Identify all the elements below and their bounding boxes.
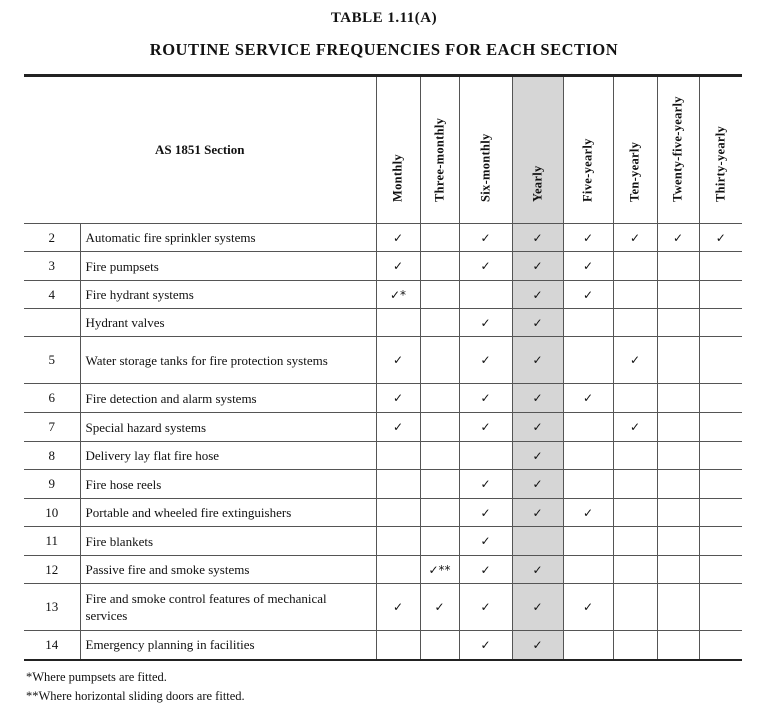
frequency-check: ✓ [512, 384, 563, 413]
frequency-check [657, 442, 699, 470]
frequency-check [699, 584, 742, 631]
frequency-check [657, 337, 699, 384]
section-number: 7 [24, 413, 80, 442]
frequency-check [613, 281, 657, 309]
frequency-check [699, 252, 742, 281]
frequency-check [613, 384, 657, 413]
section-number: 6 [24, 384, 80, 413]
frequency-check: ✓ [563, 584, 613, 631]
frequency-check [420, 527, 459, 556]
frequency-check: ✓ [376, 584, 420, 631]
table-row [24, 584, 742, 631]
section-name: Fire hydrant systems [80, 281, 376, 309]
frequency-check [699, 384, 742, 413]
section-name: Passive fire and smoke systems [80, 556, 376, 584]
frequency-check [699, 470, 742, 499]
frequency-check: ✓ [376, 224, 420, 252]
frequency-check: ✓ [459, 499, 512, 527]
frequency-check: ✓* [376, 281, 420, 309]
frequency-check: ✓ [613, 224, 657, 252]
frequency-label: Six-monthly [478, 133, 492, 202]
table-body [24, 224, 742, 660]
frequency-check: ✓ [459, 527, 512, 556]
frequency-check [613, 309, 657, 337]
section-number: 2 [24, 224, 80, 252]
frequency-check: ✓ [563, 384, 613, 413]
frequency-check [699, 337, 742, 384]
frequency-check: ✓ [459, 631, 512, 660]
frequency-check [512, 527, 563, 556]
table-row [24, 413, 742, 442]
frequency-check [420, 337, 459, 384]
table-row [24, 527, 742, 556]
frequency-check [699, 442, 742, 470]
frequency-check: ✓ [699, 224, 742, 252]
frequency-check [657, 281, 699, 309]
frequency-check [613, 470, 657, 499]
section-name: Water storage tanks for fire protection systems [80, 337, 376, 384]
frequency-check [699, 309, 742, 337]
footnote-1: *Where pumpsets are fitted. [26, 670, 167, 684]
frequency-header [420, 76, 459, 224]
frequency-check [376, 442, 420, 470]
frequency-check [563, 556, 613, 584]
frequency-check: ✓ [459, 470, 512, 499]
frequency-check [657, 413, 699, 442]
table-row [24, 384, 742, 413]
frequency-check [563, 470, 613, 499]
frequency-check: ✓ [459, 556, 512, 584]
frequency-check: ✓ [459, 584, 512, 631]
frequency-check: ✓ [563, 281, 613, 309]
frequency-check: ✓ [459, 384, 512, 413]
table-row [24, 470, 742, 499]
frequency-check: ✓ [459, 413, 512, 442]
frequency-check [563, 527, 613, 556]
table-row [24, 309, 742, 337]
section-name: Hydrant valves [80, 309, 376, 337]
frequency-header [376, 76, 420, 224]
frequency-check: ✓ [376, 413, 420, 442]
section-name: Fire pumpsets [80, 252, 376, 281]
frequency-label: Thirty-yearly [713, 125, 728, 202]
frequency-check [459, 281, 512, 309]
frequency-check: ✓ [459, 252, 512, 281]
frequency-check [420, 442, 459, 470]
section-number: 8 [24, 442, 80, 470]
frequency-check: ✓ [512, 413, 563, 442]
frequency-check [420, 470, 459, 499]
frequency-check [420, 309, 459, 337]
frequency-check [613, 556, 657, 584]
frequency-check [420, 252, 459, 281]
frequency-check [613, 631, 657, 660]
frequency-check: ✓ [512, 499, 563, 527]
frequency-check [657, 384, 699, 413]
frequency-header [512, 76, 563, 224]
section-name: Portable and wheeled fire extinguishers [80, 499, 376, 527]
frequency-check [420, 281, 459, 309]
frequency-label: Yearly [530, 165, 544, 202]
frequency-check [420, 631, 459, 660]
table-row [24, 499, 742, 527]
frequency-check: ✓ [563, 224, 613, 252]
frequency-check [613, 252, 657, 281]
frequency-check [376, 470, 420, 499]
frequency-check [420, 499, 459, 527]
table-number: TABLE 1.11(A) [330, 10, 438, 26]
frequency-label: Ten-yearly [627, 141, 642, 202]
frequency-check: ✓ [512, 337, 563, 384]
header-row [24, 76, 742, 224]
frequency-check [376, 499, 420, 527]
frequency-check [420, 413, 459, 442]
frequency-check [657, 309, 699, 337]
frequency-check [376, 631, 420, 660]
section-name: Fire hose reels [80, 470, 376, 499]
frequency-check [699, 499, 742, 527]
frequency-check: ✓ [512, 442, 563, 470]
frequency-check: ✓ [512, 252, 563, 281]
frequency-check: ✓ [376, 252, 420, 281]
frequency-check: ✓ [420, 584, 459, 631]
frequency-check [563, 337, 613, 384]
section-name: Delivery lay flat fire hose [80, 442, 376, 470]
frequency-check [699, 527, 742, 556]
frequency-check [657, 527, 699, 556]
frequency-check [613, 584, 657, 631]
table-row [24, 556, 742, 584]
frequency-check [613, 527, 657, 556]
frequency-check [563, 442, 613, 470]
section-number: 10 [24, 499, 80, 527]
frequency-header [613, 76, 657, 224]
frequency-check [699, 281, 742, 309]
frequency-check [699, 413, 742, 442]
section-name: Fire blankets [80, 527, 376, 556]
section-name: Fire detection and alarm systems [80, 384, 376, 413]
section-name: Automatic fire sprinkler systems [80, 224, 376, 252]
table-row [24, 442, 742, 470]
frequency-check: ✓ [512, 631, 563, 660]
frequency-check: ✓ [512, 224, 563, 252]
frequency-header [699, 76, 742, 224]
frequency-check: ✓ [512, 309, 563, 337]
footnote-2: **Where horizontal sliding doors are fitted. [26, 689, 245, 703]
frequency-check: ✓ [657, 224, 699, 252]
frequency-table [24, 74, 742, 661]
frequency-check [420, 384, 459, 413]
section-header: AS 1851 Section [24, 76, 376, 224]
frequency-check: ✓ [376, 384, 420, 413]
section-number: 5 [24, 337, 80, 384]
frequency-check: ✓ [563, 499, 613, 527]
section-name: Fire and smoke control features of mechanical services [80, 584, 376, 631]
frequency-check [657, 470, 699, 499]
frequency-check [376, 556, 420, 584]
frequency-check [563, 309, 613, 337]
frequency-header [563, 76, 613, 224]
frequency-check [699, 631, 742, 660]
frequency-check [613, 442, 657, 470]
frequency-label: Three-monthly [432, 117, 446, 202]
table-title: ROUTINE SERVICE FREQUENCIES FOR EACH SECTION [149, 40, 619, 59]
frequency-check: ✓ [512, 470, 563, 499]
frequency-check: ✓ [459, 224, 512, 252]
frequency-check: ✓ [376, 337, 420, 384]
frequency-check [613, 499, 657, 527]
frequency-check [459, 442, 512, 470]
section-number: 11 [24, 527, 80, 556]
section-number [24, 309, 80, 337]
section-name: Special hazard systems [80, 413, 376, 442]
frequency-label: Five-yearly [580, 138, 595, 202]
frequency-label: Twenty-five-yearly [670, 96, 685, 202]
frequency-check [657, 252, 699, 281]
table-row [24, 281, 742, 309]
frequency-check [657, 584, 699, 631]
frequency-header [657, 76, 699, 224]
frequency-check [563, 413, 613, 442]
section-number: 14 [24, 631, 80, 660]
frequency-check [657, 556, 699, 584]
section-number: 4 [24, 281, 80, 309]
frequency-check [657, 631, 699, 660]
frequency-check [699, 556, 742, 584]
frequency-check [376, 309, 420, 337]
frequency-check: ✓ [563, 252, 613, 281]
section-number: 12 [24, 556, 80, 584]
frequency-check [657, 499, 699, 527]
frequency-check: ✓ [613, 413, 657, 442]
frequency-check [563, 631, 613, 660]
table-row [24, 631, 742, 660]
section-number: 13 [24, 584, 80, 631]
frequency-header [459, 76, 512, 224]
frequency-check: ✓** [420, 556, 459, 584]
table-row [24, 337, 742, 384]
section-number: 3 [24, 252, 80, 281]
frequency-check: ✓ [512, 281, 563, 309]
table-row [24, 252, 742, 281]
frequency-check [376, 527, 420, 556]
table-row [24, 224, 742, 252]
frequency-check: ✓ [459, 309, 512, 337]
frequency-check: ✓ [512, 584, 563, 631]
frequency-label: Monthly [390, 154, 405, 202]
section-number: 9 [24, 470, 80, 499]
frequency-check: ✓ [512, 556, 563, 584]
frequency-check: ✓ [459, 337, 512, 384]
frequency-check [420, 224, 459, 252]
section-name: Emergency planning in facilities [80, 631, 376, 660]
frequency-check: ✓ [613, 337, 657, 384]
